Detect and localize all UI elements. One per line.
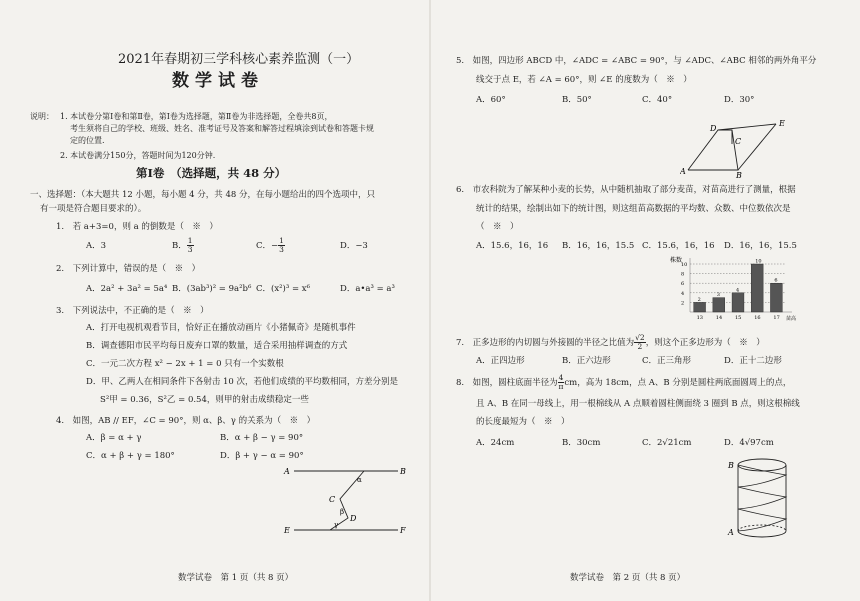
question-3-stem: 3. 下列说法中，不正确的是（ ※ ） [56, 306, 209, 316]
q1-option-b: B． $\frac{1}{3}$ [172, 236, 193, 254]
angle-alpha-label: α [357, 476, 362, 484]
fraction: $\frac{1}{3}$ [187, 236, 193, 254]
q8-option-b: B．30cm [562, 438, 601, 448]
note-line: 1. 本试卷分第Ⅰ卷和第Ⅱ卷，第Ⅰ卷为选择题，第Ⅱ卷为非选择题，全卷共8页， [60, 112, 333, 121]
question-8-stem: 8. 如图，圆柱底面半径为 $\frac{4}{\pi}$ cm，高为 18cm，点 A、B 分别是圆柱两底面圆周上的点， [456, 373, 792, 391]
point-e-label: E [779, 119, 785, 128]
fraction: $\frac{√2}{2}$ [635, 333, 645, 351]
point-b-label: B [400, 467, 406, 476]
y-tick-label: 2 [681, 300, 685, 307]
q7-option-c: C．正三角形 [642, 356, 692, 366]
point-e-label: E [284, 526, 290, 535]
question-7-stem: 7. 正多边形的内切圆与外接圆的半径之比值为 $\frac{√2}{2}$ ，则这个正多边形为（ ※ ） [456, 333, 765, 351]
page-2 [430, 0, 860, 601]
notes-label: 说明： [30, 112, 54, 121]
question-2-stem: 2. 下列计算中，错误的是（ ※ ） [56, 264, 201, 274]
x-tick-label: 16 [754, 315, 761, 321]
question-6-stem-cont: （ ※ ） [476, 222, 519, 232]
point-c-label: C [329, 495, 336, 504]
q6-option-b: B．16，16，15.5 [562, 241, 635, 251]
q5-option-d: D．30° [724, 95, 755, 105]
point-a-label: A [728, 528, 734, 537]
point-d-label: D [710, 124, 717, 133]
q7-option-b: B．正六边形 [562, 356, 611, 366]
q8-option-a: A．24cm [476, 438, 515, 448]
fraction: $\frac{1}{3}$ [279, 236, 284, 254]
q7-option-d: D．正十二边形 [724, 356, 782, 366]
part-heading: 有一项是符合题目要求的）。 [40, 204, 147, 214]
y-tick-label: 4 [681, 290, 685, 297]
question-6-stem-cont: 统计的结果，绘制出如下的统计图，则这组苗高数据的平均数、众数、中位数依次是 [476, 204, 791, 214]
q6-option-a: A．15.6，16，16 [476, 241, 549, 251]
figure-q5 [680, 108, 790, 178]
note-line: 考生须将自己的学校、班级、姓名、准考证号及答案和解答过程填涂到试卷和答题卡规 [70, 124, 374, 133]
q6-option-d: D．16，16，15.5 [724, 241, 797, 251]
bar-value-label: 4 [736, 287, 740, 294]
x-tick-label: 13 [696, 315, 703, 321]
q1-option-c: C．− $\frac{1}{3}$ [256, 236, 284, 254]
quad-abcd [688, 130, 738, 170]
note-line: 2. 本试卷满分150分，答题时间为120分钟. [60, 151, 216, 160]
line-be [738, 124, 776, 170]
cylinder-bottom-front [738, 531, 786, 537]
q4-option-c: C．α + β + γ = 180° [86, 451, 175, 461]
figure-q4 [280, 462, 410, 544]
point-f-label: F [400, 526, 406, 535]
q1-option-d: D．−3 [340, 241, 368, 251]
note-line: 定的位置. [70, 136, 105, 145]
q5-option-c: C．40° [642, 95, 673, 105]
q4-option-d: D．β + γ − α = 90° [220, 451, 304, 461]
point-d-label: D [350, 514, 357, 523]
question-1-stem: 1. 若 a+3=0，则 a 的倒数是（ ※ ） [56, 222, 218, 232]
bar-value-label: 10 [755, 258, 762, 265]
bar [694, 302, 706, 312]
q3-option-d-cont: S²甲 = 0.36，S²乙 = 0.54，则甲的射击成绩稳定一些 [100, 395, 309, 405]
angle-beta-label: β [340, 508, 345, 516]
histogram-chart [668, 254, 802, 322]
question-4-stem: 4. 如图，AB // EF，∠C = 90°，则 α、β、γ 的关系为（ ※ ） [56, 416, 316, 426]
thread-path [738, 465, 786, 531]
question-5-stem-cont: 线交于点 E，若 ∠A = 60°，则 ∠E 的度数为（ ※ ） [476, 75, 692, 85]
q2-option-a: A．2a² + 3a² = 5a⁴ [86, 284, 168, 294]
figure-q8-cylinder [726, 455, 796, 541]
y-tick-label: 6 [681, 281, 685, 288]
y-tick-label: 10 [681, 262, 688, 268]
q1-option-a: A．3 [86, 241, 107, 251]
section-heading: 第Ⅰ卷 （选择题，共 48 分） [136, 166, 287, 180]
bar-value-label: 3 [716, 292, 720, 299]
q3-option-b: B．调查德阳市民平均每日废弃口罩的数量，适合采用抽样调查的方式 [86, 341, 348, 351]
question-6-stem: 6. 市农科院为了解某种小麦的长势，从中随机抽取了部分麦苗，对苗高进行了测量，根据 [456, 185, 796, 195]
point-a-label: A [680, 167, 686, 176]
part-heading: 一、选择题：（本大题共 12 小题，每小题 4 分，共 48 分，在每小题给出的四个选项中，只 [30, 190, 376, 200]
exam-title: 2021年春期初三学科核心素养监测（一） [118, 52, 360, 67]
question-8-stem-cont: 的长度最短为（ ※ ） [476, 417, 570, 427]
bar [732, 293, 744, 312]
q3-option-c: C．一元二次方程 x² − 2x + 1 = 0 只有一个实数根 [86, 359, 284, 369]
line-de [718, 124, 776, 130]
bar [751, 264, 763, 312]
q8-option-d: D．4√97cm [724, 438, 774, 448]
q3-option-d: D．甲、乙两人在相同条件下各射击 10 次，若他们成绩的平均数相同，方差分别是 [86, 377, 399, 387]
y-tick-label: 8 [681, 271, 685, 278]
q6-option-c: C．15.6，16，16 [642, 241, 715, 251]
bar-value-label: 2 [697, 296, 701, 303]
point-c-label: C [735, 137, 742, 146]
q7-option-a: A．正四边形 [476, 356, 525, 366]
fraction: $\frac{4}{\pi}$ [558, 373, 564, 391]
q2-option-c: C．(x²)³ = x⁶ [256, 284, 310, 294]
x-tick-label: 15 [735, 315, 742, 321]
angle-gamma-label: γ [334, 521, 339, 529]
x-tick-label: 14 [715, 315, 723, 321]
page-footer: 数学试卷 第 2 页（共 8 页） [570, 573, 686, 583]
chart-x-label: 苗高 [786, 316, 797, 322]
bar [770, 283, 782, 312]
x-tick-label: 17 [773, 315, 780, 321]
bar-value-label: 6 [774, 277, 778, 284]
chart-y-label: 株数 [670, 257, 683, 264]
page-footer: 数学试卷 第 1 页（共 8 页） [178, 573, 294, 583]
point-b-label: B [728, 461, 734, 470]
q8-option-c: C．2√21cm [642, 438, 692, 448]
question-8-stem-cont: 且 A、B 在同一母线上，用一根棉线从 A 点顺着圆柱侧面绕 3 圈到 B 点，则这根棉线 [476, 399, 800, 409]
cylinder-top [738, 459, 786, 471]
point-b-label: B [736, 171, 742, 178]
point-a-label: A [284, 467, 290, 476]
q4-option-a: A．β = α + γ [86, 433, 142, 443]
q2-option-b: B．(3ab³)² = 9a²b⁶ [172, 284, 252, 294]
q4-option-b: B．α + β − γ = 90° [220, 433, 304, 443]
q3-option-a: A．打开电视机观看节目，恰好正在播放动画片《小猪佩奇》是随机事件 [86, 323, 356, 333]
question-5-stem: 5. 如图，四边形 ABCD 中，∠ADC = ∠ABC = 90°，与 ∠ADC、∠ABC 相邻的两外角平分 [456, 56, 817, 66]
q2-option-d: D．a•a³ = a³ [340, 284, 395, 294]
q5-option-b: B．50° [562, 95, 592, 105]
q5-option-a: A．60° [476, 95, 506, 105]
exam-subtitle: 数学试卷 [172, 71, 264, 91]
bar [713, 298, 725, 312]
